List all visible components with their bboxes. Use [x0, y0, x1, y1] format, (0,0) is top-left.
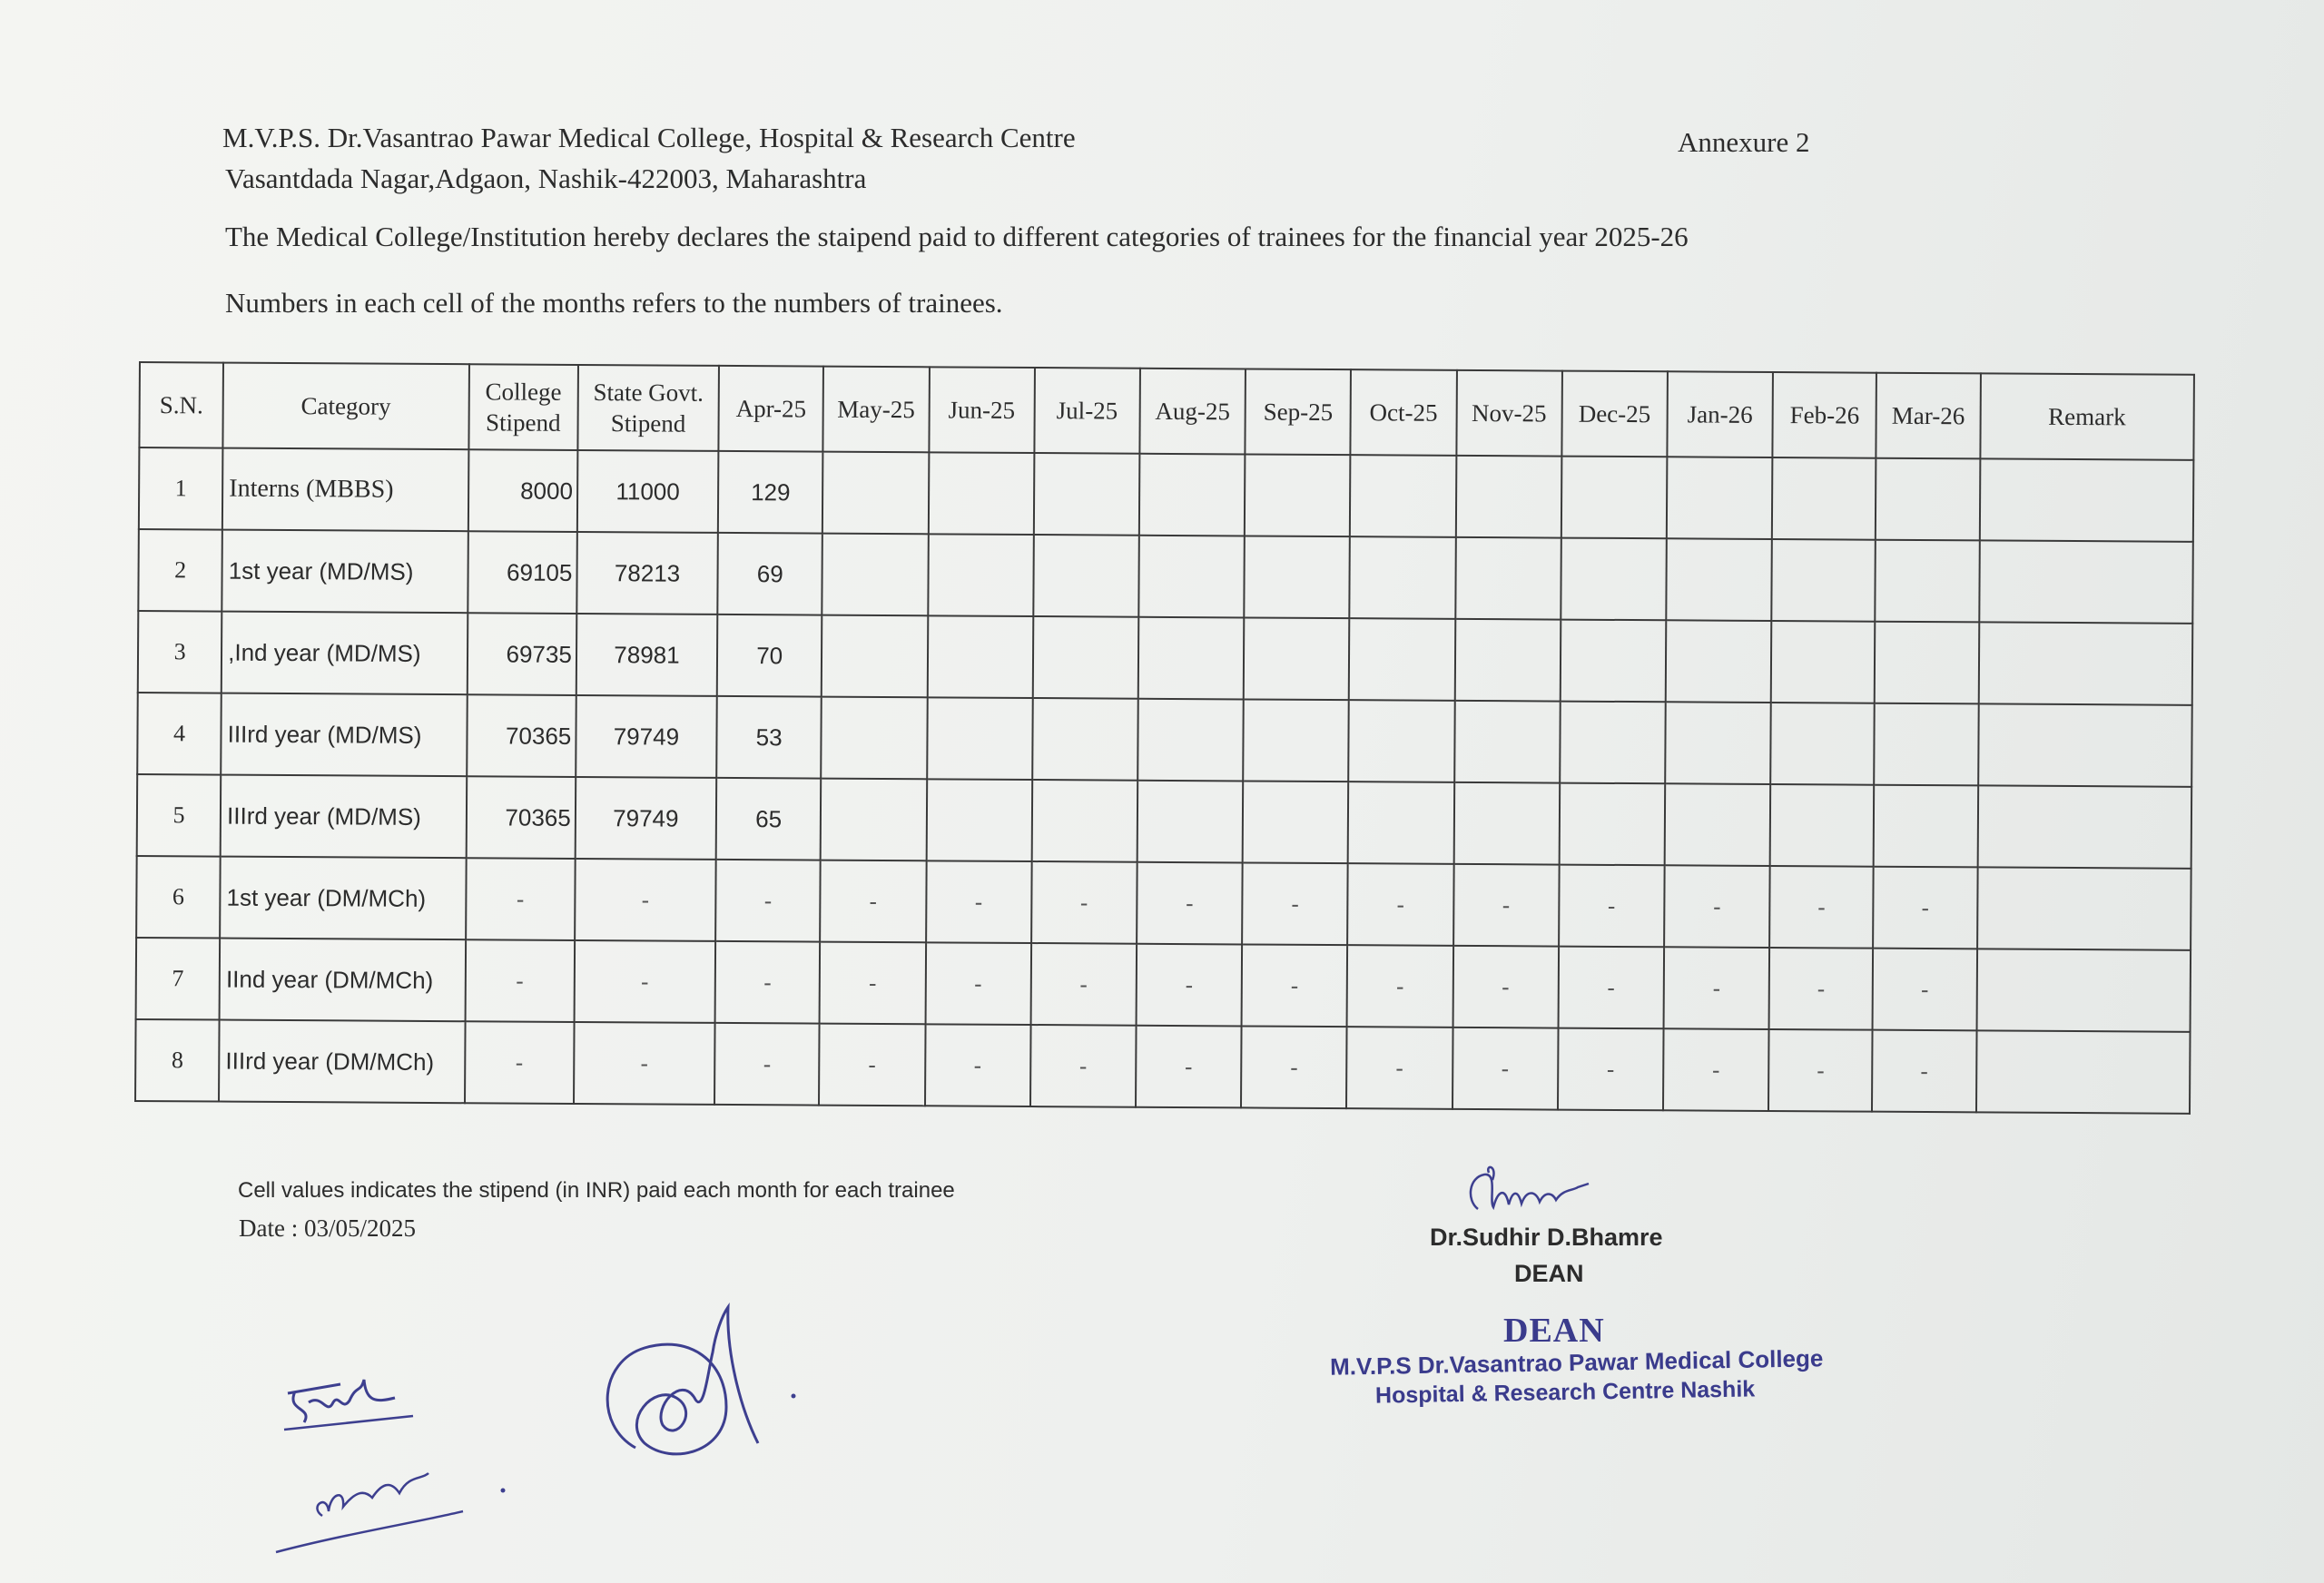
month-trainee-count-cell — [927, 615, 1033, 698]
month-trainee-count-cell: 129 — [718, 451, 823, 534]
college-name: M.V.P.S. Dr.Vasantrao Pawar Medical College, Hospital & Research Centre — [222, 122, 1076, 153]
month-trainee-count-cell: - — [1136, 1026, 1242, 1108]
numbers-note: Numbers in each cell of the months refers to the numbers of trainees. — [225, 287, 1003, 319]
dean-name: Dr.Sudhir D.Bhamre — [1430, 1224, 1663, 1251]
month-trainee-count-cell — [1137, 781, 1244, 863]
state-stipend-cell: - — [575, 859, 716, 941]
month-trainee-count-cell: - — [1769, 866, 1874, 949]
state-stipend-cell: 78981 — [576, 614, 718, 696]
row-category: IIIrd year (DM/MCh) — [219, 1020, 465, 1104]
college-stipend-cell: - — [466, 858, 576, 940]
header-college-stipend: College Stipend — [468, 364, 578, 450]
month-trainee-count-cell — [1454, 619, 1561, 702]
remark-cell — [1975, 1030, 2190, 1113]
header-month: Jun-25 — [929, 367, 1035, 453]
month-trainee-count-cell: - — [925, 1024, 1031, 1106]
row-serial-number: 5 — [137, 774, 222, 857]
month-trainee-count-cell: - — [1664, 865, 1770, 948]
month-trainee-count-cell: - — [1030, 943, 1137, 1026]
signature-three-icon — [590, 1298, 808, 1480]
declaration-text: The Medical College/Institution hereby declares the staipend paid to different categories of trainees for the financial year 2025-26 — [225, 221, 1689, 252]
header-remark: Remark — [1980, 373, 2194, 459]
row-category: 1st year (DM/MCh) — [220, 857, 466, 940]
header-month: Feb-26 — [1773, 372, 1877, 458]
month-trainee-count-cell — [1666, 538, 1772, 621]
month-trainee-count-cell: - — [820, 942, 926, 1025]
remark-cell — [1977, 867, 2191, 949]
month-trainee-count-cell: - — [1558, 947, 1664, 1029]
month-trainee-count-cell — [1770, 784, 1875, 867]
month-trainee-count-cell — [1139, 454, 1246, 536]
header-sn: S.N. — [139, 362, 223, 448]
month-trainee-count-cell — [1874, 785, 1978, 868]
month-trainee-count-cell — [1033, 535, 1139, 617]
header-month: Sep-25 — [1246, 369, 1352, 455]
month-trainee-count-cell: - — [1136, 944, 1242, 1027]
month-trainee-count-cell: - — [1347, 945, 1453, 1027]
header-month: May-25 — [823, 367, 930, 453]
month-trainee-count-cell: - — [714, 1023, 820, 1106]
signature-one-icon — [277, 1366, 422, 1448]
month-trainee-count-cell: - — [1872, 1030, 1976, 1113]
month-trainee-count-cell — [1138, 617, 1245, 700]
month-trainee-count-cell: - — [1347, 863, 1453, 946]
month-trainee-count-cell — [1561, 538, 1667, 621]
month-trainee-count-cell: - — [1242, 862, 1348, 945]
row-serial-number: 2 — [138, 529, 222, 612]
month-trainee-count-cell — [1031, 780, 1137, 862]
state-stipend-cell: - — [574, 940, 715, 1023]
stipend-table — [134, 361, 2195, 1115]
month-trainee-count-cell — [1772, 457, 1876, 540]
table-row — [138, 529, 2193, 624]
college-address: Vasantdada Nagar,Adgaon, Nashik-422003, Maharashtra — [225, 162, 867, 194]
row-serial-number: 7 — [136, 938, 221, 1020]
table-row — [136, 938, 2191, 1032]
month-trainee-count-cell: - — [925, 942, 1031, 1025]
month-trainee-count-cell — [821, 779, 927, 861]
month-trainee-count-cell — [1245, 454, 1351, 536]
college-stipend-cell: 69735 — [467, 613, 576, 695]
month-trainee-count-cell: - — [1031, 861, 1137, 944]
month-trainee-count-cell: - — [1452, 946, 1559, 1028]
month-trainee-count-cell — [1243, 699, 1349, 782]
row-serial-number: 3 — [138, 611, 222, 693]
header-month: Dec-25 — [1561, 371, 1668, 457]
month-trainee-count-cell: - — [1137, 862, 1243, 945]
row-serial-number: 4 — [137, 693, 222, 775]
remark-cell — [1978, 703, 2192, 786]
month-trainee-count-cell: - — [715, 941, 821, 1024]
cell-values-note: Cell values indicates the stipend (in INR) paid each month for each trainee — [238, 1178, 955, 1203]
month-trainee-count-cell — [1349, 618, 1455, 701]
month-trainee-count-cell — [822, 534, 929, 616]
month-trainee-count-cell — [1667, 457, 1773, 539]
college-stipend-cell: 8000 — [468, 449, 577, 532]
college-stipend-cell: - — [465, 1021, 575, 1104]
annexure-label: Annexure 2 — [1678, 126, 1810, 158]
month-trainee-count-cell: - — [1242, 944, 1348, 1027]
header-month: Apr-25 — [719, 366, 824, 452]
table-row — [136, 856, 2191, 950]
state-stipend-cell: - — [574, 1022, 715, 1105]
document-date: Date : 03/05/2025 — [239, 1214, 416, 1242]
table-header-row — [139, 362, 2194, 460]
college-stipend-cell: 69105 — [468, 531, 577, 614]
month-trainee-count-cell: - — [1558, 1028, 1664, 1111]
month-trainee-count-cell — [1137, 699, 1244, 782]
month-trainee-count-cell — [1243, 781, 1349, 863]
month-trainee-count-cell — [1665, 783, 1771, 866]
month-trainee-count-cell — [1876, 540, 1980, 623]
month-trainee-count-cell: 69 — [717, 533, 822, 615]
table-row — [135, 1019, 2191, 1114]
month-trainee-count-cell: - — [1453, 864, 1560, 947]
month-trainee-count-cell — [1032, 616, 1138, 699]
month-trainee-count-cell — [1034, 453, 1140, 536]
table-row — [137, 693, 2192, 787]
month-trainee-count-cell: - — [819, 1024, 925, 1106]
table-body — [135, 447, 2193, 1114]
college-stipend-cell: 70365 — [466, 776, 576, 859]
header-month: Aug-25 — [1139, 369, 1246, 455]
month-trainee-count-cell — [928, 534, 1034, 616]
month-trainee-count-cell — [1349, 700, 1455, 782]
header-month: Mar-26 — [1876, 373, 1981, 459]
month-trainee-count-cell — [822, 615, 928, 698]
state-stipend-cell: 79749 — [576, 695, 717, 778]
month-trainee-count-cell: - — [715, 860, 821, 942]
month-trainee-count-cell: 65 — [716, 778, 822, 860]
month-trainee-count-cell: 70 — [717, 615, 822, 697]
month-trainee-count-cell: - — [1559, 865, 1665, 948]
month-trainee-count-cell — [1561, 457, 1668, 539]
header-month: Jan-26 — [1667, 371, 1773, 457]
month-trainee-count-cell — [1032, 698, 1138, 781]
month-trainee-count-cell — [1455, 537, 1561, 620]
month-trainee-count-cell — [926, 779, 1032, 861]
row-category: Interns (MBBS) — [222, 448, 468, 532]
state-stipend-cell: 78213 — [576, 532, 718, 615]
state-stipend-cell: 79749 — [575, 777, 716, 860]
month-trainee-count-cell — [822, 697, 928, 780]
stamp-college-line: M.V.P.S Dr.Vasantrao Pawar Medical College — [1329, 1344, 1824, 1381]
month-trainee-count-cell: - — [1030, 1025, 1137, 1107]
college-stipend-cell: 70365 — [467, 694, 576, 777]
row-category: ,Ind year (MD/MS) — [222, 612, 468, 695]
header-month: Nov-25 — [1456, 370, 1562, 457]
row-serial-number: 8 — [135, 1019, 220, 1102]
month-trainee-count-cell — [1665, 702, 1771, 784]
month-trainee-count-cell: - — [1452, 1027, 1559, 1110]
month-trainee-count-cell — [1244, 617, 1350, 700]
month-trainee-count-cell — [1771, 621, 1876, 703]
month-trainee-count-cell: - — [1873, 949, 1977, 1031]
row-serial-number: 6 — [136, 856, 221, 939]
row-category: IIIrd year (MD/MS) — [221, 775, 467, 859]
month-trainee-count-cell: - — [926, 860, 1032, 943]
month-trainee-count-cell — [1771, 539, 1876, 622]
month-trainee-count-cell: - — [1768, 1029, 1873, 1112]
table-row — [139, 447, 2194, 542]
table-row — [138, 611, 2193, 705]
header-month: Jul-25 — [1034, 368, 1140, 454]
remark-cell — [1979, 540, 2193, 623]
header-state-stipend: State Govt. Stipend — [577, 365, 719, 451]
row-category: IIIrd year (MD/MS) — [221, 693, 467, 777]
month-trainee-count-cell — [1875, 622, 1979, 704]
month-trainee-count-cell — [1348, 782, 1454, 864]
month-trainee-count-cell: 53 — [716, 696, 822, 779]
month-trainee-count-cell — [1666, 620, 1772, 703]
month-trainee-count-cell — [1454, 701, 1561, 783]
table-row — [137, 774, 2192, 869]
month-trainee-count-cell — [1350, 536, 1456, 619]
month-trainee-count-cell — [1560, 702, 1666, 784]
month-trainee-count-cell — [822, 452, 929, 535]
month-trainee-count-cell: - — [1663, 1028, 1769, 1111]
remark-cell — [1977, 785, 2191, 868]
month-trainee-count-cell — [1455, 456, 1561, 538]
stamp-hospital-line: Hospital & Research Centre Nashik — [1374, 1376, 1756, 1409]
month-trainee-count-cell — [1138, 536, 1245, 618]
month-trainee-count-cell — [1453, 782, 1560, 865]
month-trainee-count-cell — [928, 452, 1034, 535]
month-trainee-count-cell — [1560, 620, 1666, 703]
month-trainee-count-cell: - — [1769, 948, 1874, 1030]
remark-cell — [1976, 949, 2191, 1031]
month-trainee-count-cell: - — [1873, 867, 1977, 949]
header-category: Category — [223, 363, 469, 450]
month-trainee-count-cell: - — [1241, 1026, 1347, 1108]
month-trainee-count-cell: - — [820, 860, 926, 943]
stamp-title: DEAN — [1503, 1312, 1605, 1350]
month-trainee-count-cell: - — [1663, 947, 1769, 1029]
remark-cell — [1979, 458, 2193, 541]
dean-title: DEAN — [1514, 1260, 1584, 1287]
college-stipend-cell: - — [465, 939, 575, 1022]
state-stipend-cell: 11000 — [577, 450, 719, 533]
month-trainee-count-cell — [1350, 455, 1456, 537]
month-trainee-count-cell — [1876, 458, 1980, 541]
month-trainee-count-cell — [1559, 783, 1665, 866]
month-trainee-count-cell — [927, 697, 1033, 780]
signature-two-icon — [272, 1457, 517, 1561]
month-trainee-count-cell — [1244, 536, 1350, 618]
month-trainee-count-cell — [1874, 703, 1978, 786]
header-month: Oct-25 — [1351, 369, 1457, 456]
row-category: 1st year (MD/MS) — [222, 530, 468, 614]
month-trainee-count-cell: - — [1346, 1027, 1452, 1109]
remark-cell — [1978, 622, 2192, 704]
row-category: IInd year (DM/MCh) — [220, 939, 466, 1022]
row-serial-number: 1 — [139, 447, 223, 530]
dean-signature-icon — [1462, 1164, 1616, 1227]
month-trainee-count-cell — [1770, 703, 1875, 785]
